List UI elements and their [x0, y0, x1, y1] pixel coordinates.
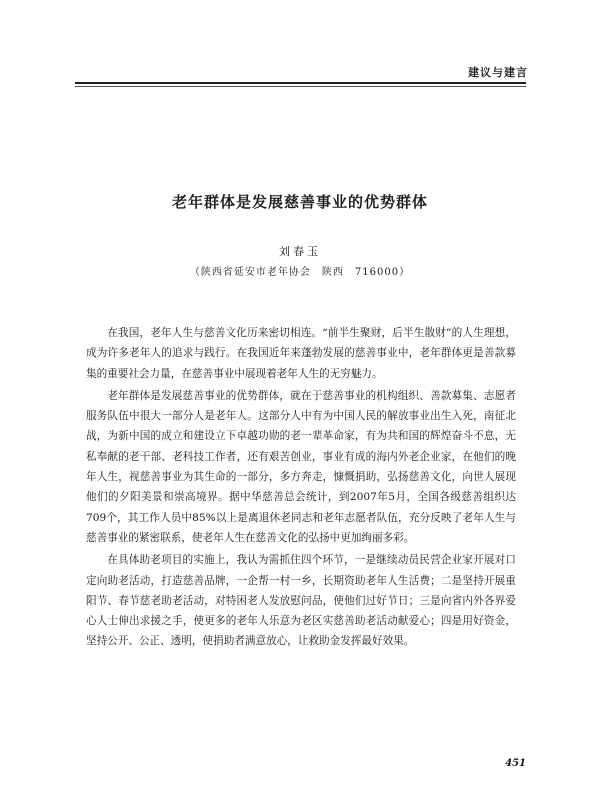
article-title: 老年群体是发展慈善事业的优势群体	[171, 193, 428, 211]
paragraph-2: 老年群体是发展慈善事业的优势群体，就在于慈善事业的机构组织、善款募集、志愿者服务队伍中很大一部分人是老年人。这部分人中有为中国人民的解放事业出生入死，南征北战，为新中国的成立和建设立下卓越功勋的老一辈革命家，有为共和国的辉煌奋斗不息，无私奉献的老干部、老科技工作者，还有艰苦创业，事业有成的海内外老企业家，在他们的晚年人生，视慈善事业为其生命的一部分，多方奔走，慷慨捐助，弘扬慈善文化，向世人展现他们的夕阳美景和崇高境界。据中华慈善总会统计，到2007年5月，全国各级慈善组织达709个，其工作人员中85%以上是离退休老同志和老年志愿者队伍，充分反映了老年人生与慈善事业的紧密联系，使老年人生在慈善文化的弘扬中更加绚丽多彩。	[86, 389, 516, 544]
article-affiliation: （陕西省延安市老年协会 陕西 716000）	[189, 267, 411, 278]
section-label: 建议与建言	[468, 66, 528, 79]
article-body	[86, 323, 516, 654]
header-rule-thin	[75, 86, 526, 87]
article-author: 刘春玉	[279, 245, 321, 258]
paragraph-3: 在具体助老项目的实施上，我认为需抓住四个环节，一是继续动员民营企业家开展对口定向助老活动，打造慈善品牌，一企帮一村一乡，长期资助老年人生活费；二是坚持开展重阳节、春节慈老助老活动，对特困老人发放慰问品，使他们过好节日；三是向省内外各界爱心人士伸出求援之手，使更多的老年人乐意为老区实慈善助老活动献爱心；四是用好资金，坚持公开、公正、透明，使捐助者满意放心，让救助金发挥最好效果。	[86, 554, 516, 648]
paragraph-1: 在我国，老年人生与慈善文化历来密切相连。“前半生聚财，后半生散财”的人生理想，成为许多老年人的追求与践行。在我国近年来蓬勃发展的慈善事业中，老年群体更是善款募集的重要社会力量，在慈善事业中展现着老年人生的无穷魅力。	[86, 327, 516, 380]
page-number: 451	[505, 758, 526, 769]
header-rule	[75, 82, 526, 84]
